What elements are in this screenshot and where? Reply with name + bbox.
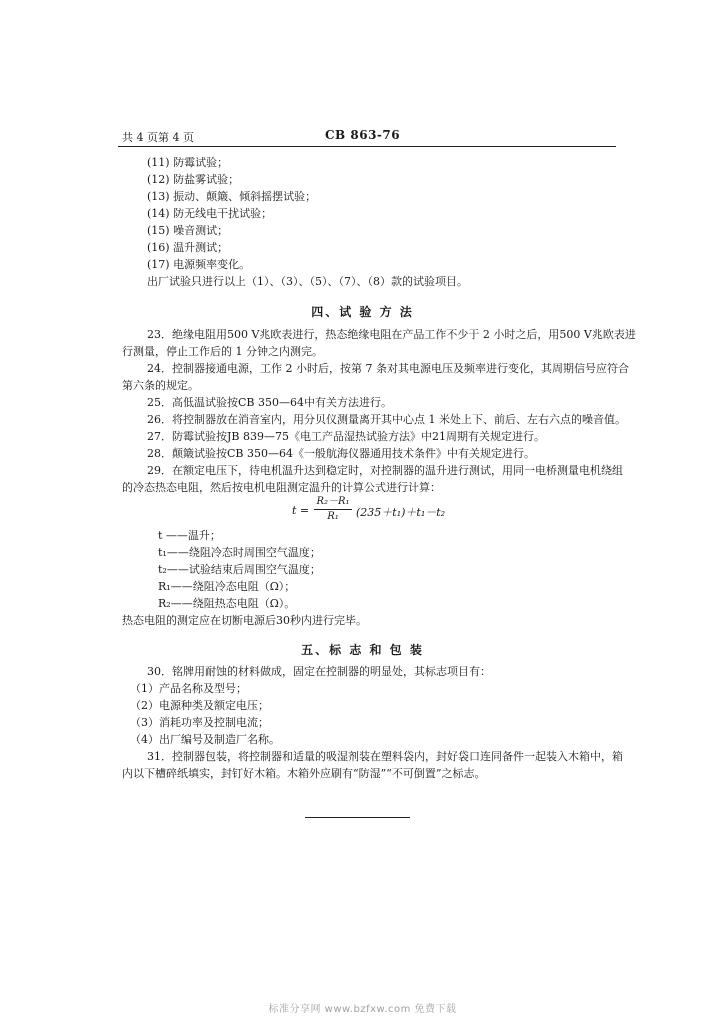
- header-divider: [118, 146, 616, 147]
- factory-test-note: 出厂试验只进行以上（1）、（3）、（5）、（7）、（8）款的试验项目。: [147, 275, 468, 288]
- standard-code: CB 863-76: [325, 128, 401, 142]
- formula-lhs: t =: [292, 504, 310, 517]
- list-item: （2）电源种类及额定电压；: [130, 699, 269, 712]
- definition-item: R₂——绕阻热态电阻（Ω）。: [158, 597, 296, 610]
- clause-23-cont: 行测量，停止工作后的 1 分钟之内测完。: [122, 345, 323, 358]
- section-title-marking-packaging: 五、标 志 和 包 装: [301, 643, 424, 657]
- list-item: (14) 防无线电干扰试验；: [147, 207, 273, 220]
- list-item: (17) 电源频率变化。: [147, 258, 251, 271]
- definition-item: t₁——绕阻冷态时周围空气温度；: [158, 546, 321, 559]
- clause-26: 26．将控制器放在消音室内，用分贝仪测量离开其中心点 1 米处上下、前后、左右六点的噪音值。: [147, 413, 626, 426]
- list-item: （3）消耗功率及控制电流；: [130, 716, 269, 729]
- list-item: (12) 防盐雾试验；: [147, 173, 240, 186]
- definition-item: R₁——绕阻冷态电阻（Ω）；: [158, 580, 296, 593]
- clause-29-cont: 的冷态热态电阻，然后按电机电阻测定温升的计算公式进行计算：: [122, 481, 441, 494]
- hot-resistance-note: 热态电阻的测定应在切断电源后30秒内进行完毕。: [122, 614, 367, 627]
- list-item: (11) 防霉试验；: [147, 156, 229, 169]
- end-of-document-rule: [305, 817, 410, 818]
- fraction-bar: [314, 509, 352, 510]
- section-title-test-methods: 四、试 验 方 法: [311, 305, 414, 319]
- clause-31: 31．控制器包装，将控制器和适量的吸湿剂装在塑料袋内，封好袋口连同备件一起装入木箱中，箱: [147, 750, 623, 763]
- clause-25: 25．高低温试验按CB 350—64中有关方法进行。: [147, 396, 392, 409]
- list-item: （1）产品名称及型号；: [130, 682, 247, 695]
- formula-denominator: R₁: [327, 511, 339, 522]
- clause-24-cont: 第六条的规定。: [122, 379, 199, 392]
- page-count: 共 4 页第 4 页: [122, 131, 194, 144]
- clause-29: 29．在额定电压下，待电机温升达到稳定时，对控制器的温升进行测试，用同一电桥测量电机绕组: [147, 464, 623, 477]
- clause-28: 28．颠簸试验按CB 350—64《一般航海仪器通用技术条件》中有关规定进行。: [147, 447, 535, 460]
- formula-fraction: [314, 496, 352, 523]
- formula-numerator: R₂－R₁: [316, 496, 350, 507]
- clause-23: 23．绝缘电阻用500 V兆欧表进行，热态绝缘电阻在产品工作不少于 2 小时之后，用500 V兆欧表进: [147, 328, 636, 341]
- clause-27: 27．防霉试验按JB 839—75《电工产品湿热试验方法》中21周期有关规定进行。: [147, 430, 545, 443]
- definition-item: t ——温升；: [158, 529, 221, 542]
- watermark-footer: 标准分享网 www.bzfxw.com 免费下载: [268, 1004, 457, 1015]
- clause-24: 24．控制器接通电源，工作 2 小时后，按第 7 条对其电源电压及频率进行变化，其周期信号应符合: [147, 362, 629, 375]
- clause-30: 30．铭牌用耐蚀的材料做成，固定在控制器的明显处，其标志项目有：: [147, 665, 491, 678]
- definition-item: t₂——试验结束后周围空气温度；: [158, 563, 321, 576]
- list-item: (16) 温升测试；: [147, 241, 229, 254]
- formula-rhs: (235＋t₁)＋t₁－t₂: [356, 506, 446, 519]
- list-item: （4）出厂编号及制造厂名称。: [130, 733, 280, 746]
- list-item: (13) 振动、颠簸、倾斜摇摆试验；: [147, 190, 317, 203]
- list-item: (15) 噪音测试；: [147, 224, 229, 237]
- clause-31-cont: 内以下槽碎纸填实，封钉好木箱。木箱外应刷有“防湿”“不可倒置”之标志。: [122, 767, 486, 780]
